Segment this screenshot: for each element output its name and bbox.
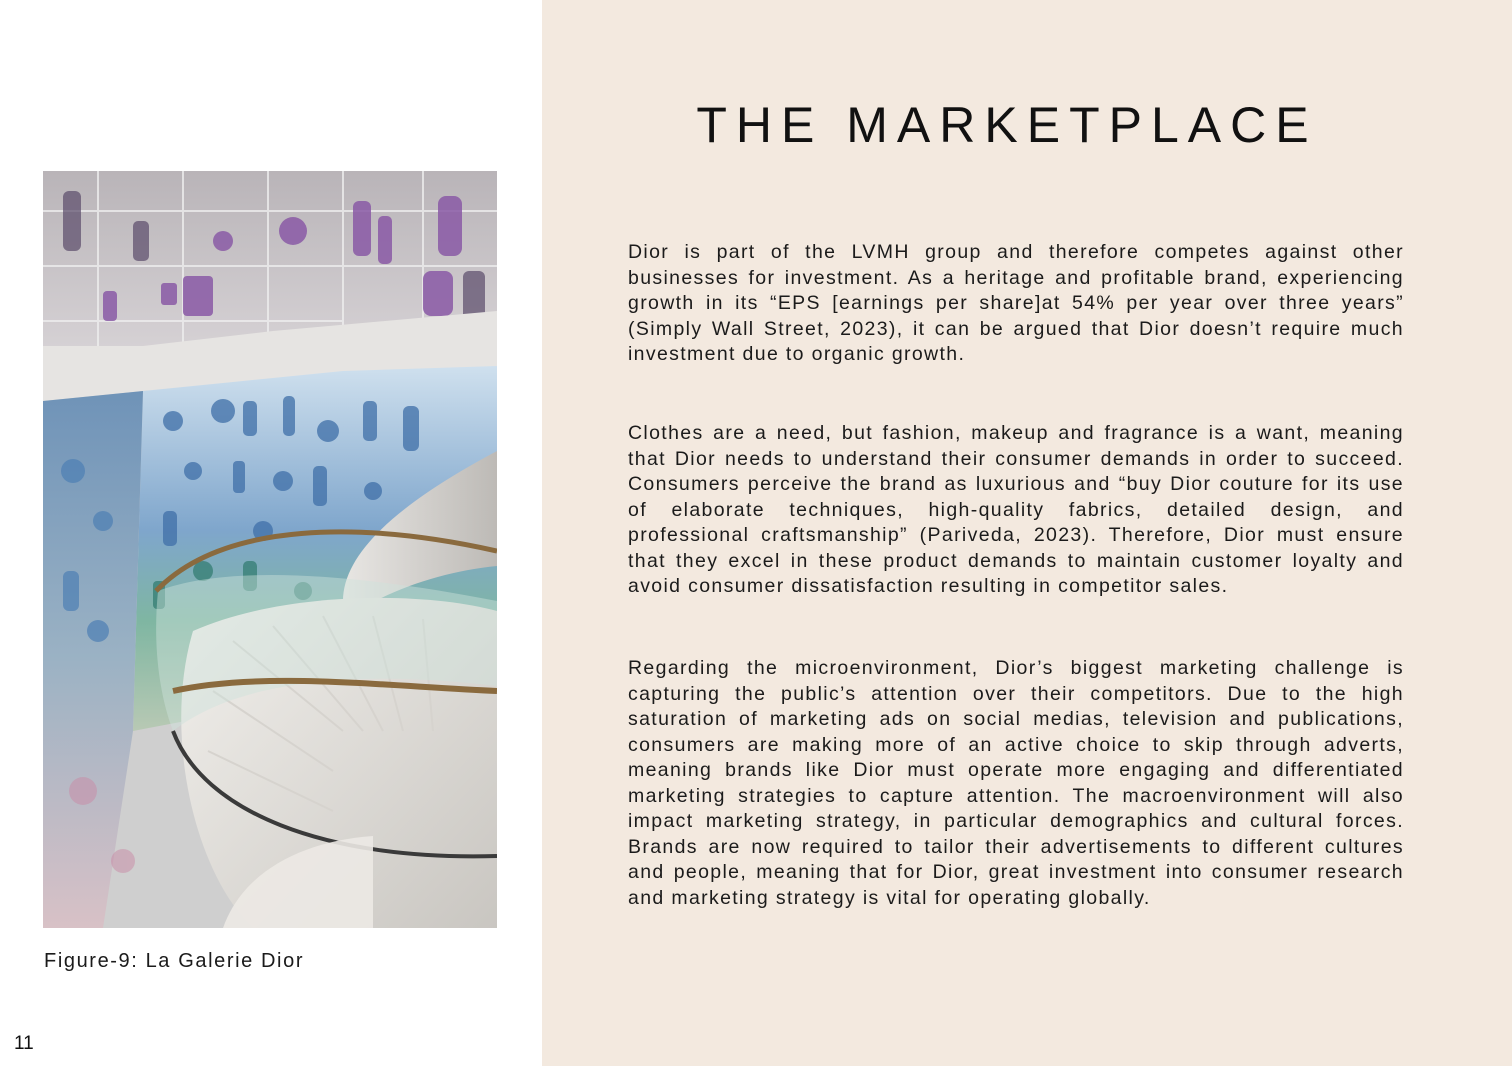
dior-gallery-photo bbox=[43, 171, 497, 928]
paragraph-investment: Dior is part of the LVMH group and therefore competes against other businesses for investment. As a heritage and profitable brand, experiencing growth in its “EPS [earnings per share]at 54% per year over three years” (Simply Wall Street, 2023), it can be argued that Dior doesn’t require much investment due to organic growth. bbox=[628, 241, 1404, 365]
page-number: 11 bbox=[14, 1033, 34, 1054]
page-title: THE MARKETPLACE bbox=[696, 97, 1318, 153]
paragraph-environment: Regarding the microenvironment, Dior’s biggest marketing challenge is capturing the public’s attention over their competitors. Due to the high saturation of marketing ads on social medias, television and publications, consumers are making more of an active choice to skip through adverts, meaning brands like Dior must operate more engaging and differentiated marketing strategies to capture attention. The macroenvironment will also impact marketing strategy, in particular demographics and cultural forces. Brands are now required to tailor their advertisements to different cultures and people, meaning that for Dior, great investment into consumer research and marketing strategy is vital for operating globally. bbox=[628, 657, 1404, 909]
figure-caption: Figure-9: La Galerie Dior bbox=[44, 950, 305, 972]
paragraph-consumer-demands: Clothes are a need, but fashion, makeup and fragrance is a want, meaning that Dior needs to understand their consumer demands in order to succeed. Consumers perceive the brand as luxurious and “buy Dior couture for its use of elaborate techniques, high-quality fabrics, detailed design, and professional craftsmanship” (Pariveda, 2023). Therefore, Dior must ensure that they excel in these product demands to maintain customer loyalty and avoid consumer dissatisfaction resulting in competitor sales. bbox=[628, 422, 1404, 597]
